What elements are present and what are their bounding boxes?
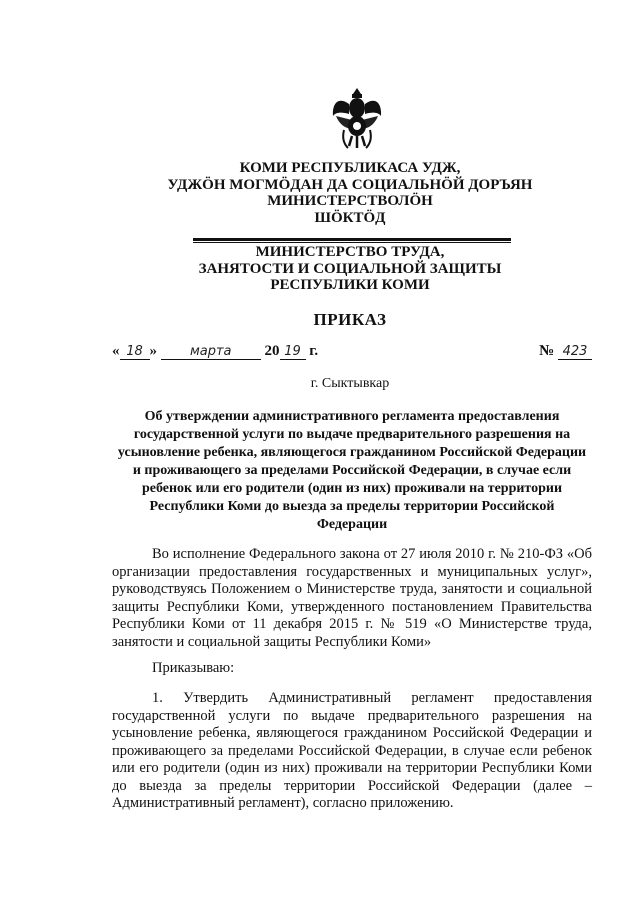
russian-language-header: [100, 244, 600, 294]
date-month: марта: [161, 344, 261, 360]
preamble-paragraph: Во исполнение Федерального закона от 27 июля 2010 г. № 210-ФЗ «Об организации предоставления государственных и муниципальных услуг», руководствуясь Положением о Министерстве труда, занятости и социальной защиты Республики Коми, утвержденного постановлением Правительства Республики Коми от 11 декабря 2015 г. № 519 «О Министерстве труда, занятости и социальной защиты Республики Коми»: [112, 546, 592, 650]
date-year-suffix: 19: [280, 344, 306, 360]
ru-header-line: ЗАНЯТОСТИ И СОЦИАЛЬНОЙ ЗАЩИТЫ: [198, 260, 502, 277]
header-divider-thin: [193, 242, 511, 243]
number-value: 423: [558, 344, 592, 360]
order-date: [112, 343, 318, 360]
ru-header-line: РЕСПУБЛИКИ КОМИ: [270, 277, 430, 293]
city-name: г. Сыктывкар: [310, 376, 390, 391]
date-year-prefix: 20: [264, 343, 280, 359]
order-item-1: 1. Утвердить Административный регламент предоставления государственной услуги по выдаче предварительного разрешения на усыновление ребенка, являющегося гражданином Российской Федерации и проживающего за пределами Российской Федерации, в случае если ребенок или его родители (один из них) проживали на территории Республики Коми до выезда за пределы территории Российской Федерации (далее – Административный регламент), согласно приложению.: [112, 690, 592, 811]
number-label: №: [539, 343, 555, 359]
date-open-quote: «: [112, 343, 120, 359]
date-close-quote: »: [149, 343, 157, 359]
ru-header-line: МИНИСТЕРСТВО ТРУДА,: [255, 244, 445, 260]
komi-language-header: [100, 160, 600, 226]
komi-header-line: УДЖӦН МОГМӦДАН ДА СОЦИАЛЬНӦЙ ДОРЪЯН: [167, 176, 533, 193]
order-subject: Об утверждении административного регламента предоставления государственной услуги по выдаче предварительного разрешения на усыновление ребенка, являющегося гражданином Российской Федерации и проживающего за пределами Российской Федерации, в случае если ребенок или его родители (один из них) проживали на территории Республики Коми до выезда за пределы территории Российской Федерации: [117, 409, 587, 532]
date-day: 18: [120, 344, 150, 360]
komi-coat-of-arms-icon: [330, 86, 384, 152]
order-word: Приказываю:: [152, 660, 235, 676]
komi-header-line: МИНИСТЕРСТВОЛӦН: [267, 193, 433, 209]
order-number: [539, 343, 592, 360]
date-year-mark: г.: [309, 343, 319, 359]
header-divider-thick: [193, 238, 511, 241]
komi-header-line: КОМИ РЕСПУБЛИКАСА УДЖ,: [239, 160, 461, 176]
document-title: ПРИКАЗ: [313, 310, 387, 329]
komi-header-line: ШӦКТӦД: [314, 209, 386, 226]
date-number-line: [112, 343, 592, 363]
